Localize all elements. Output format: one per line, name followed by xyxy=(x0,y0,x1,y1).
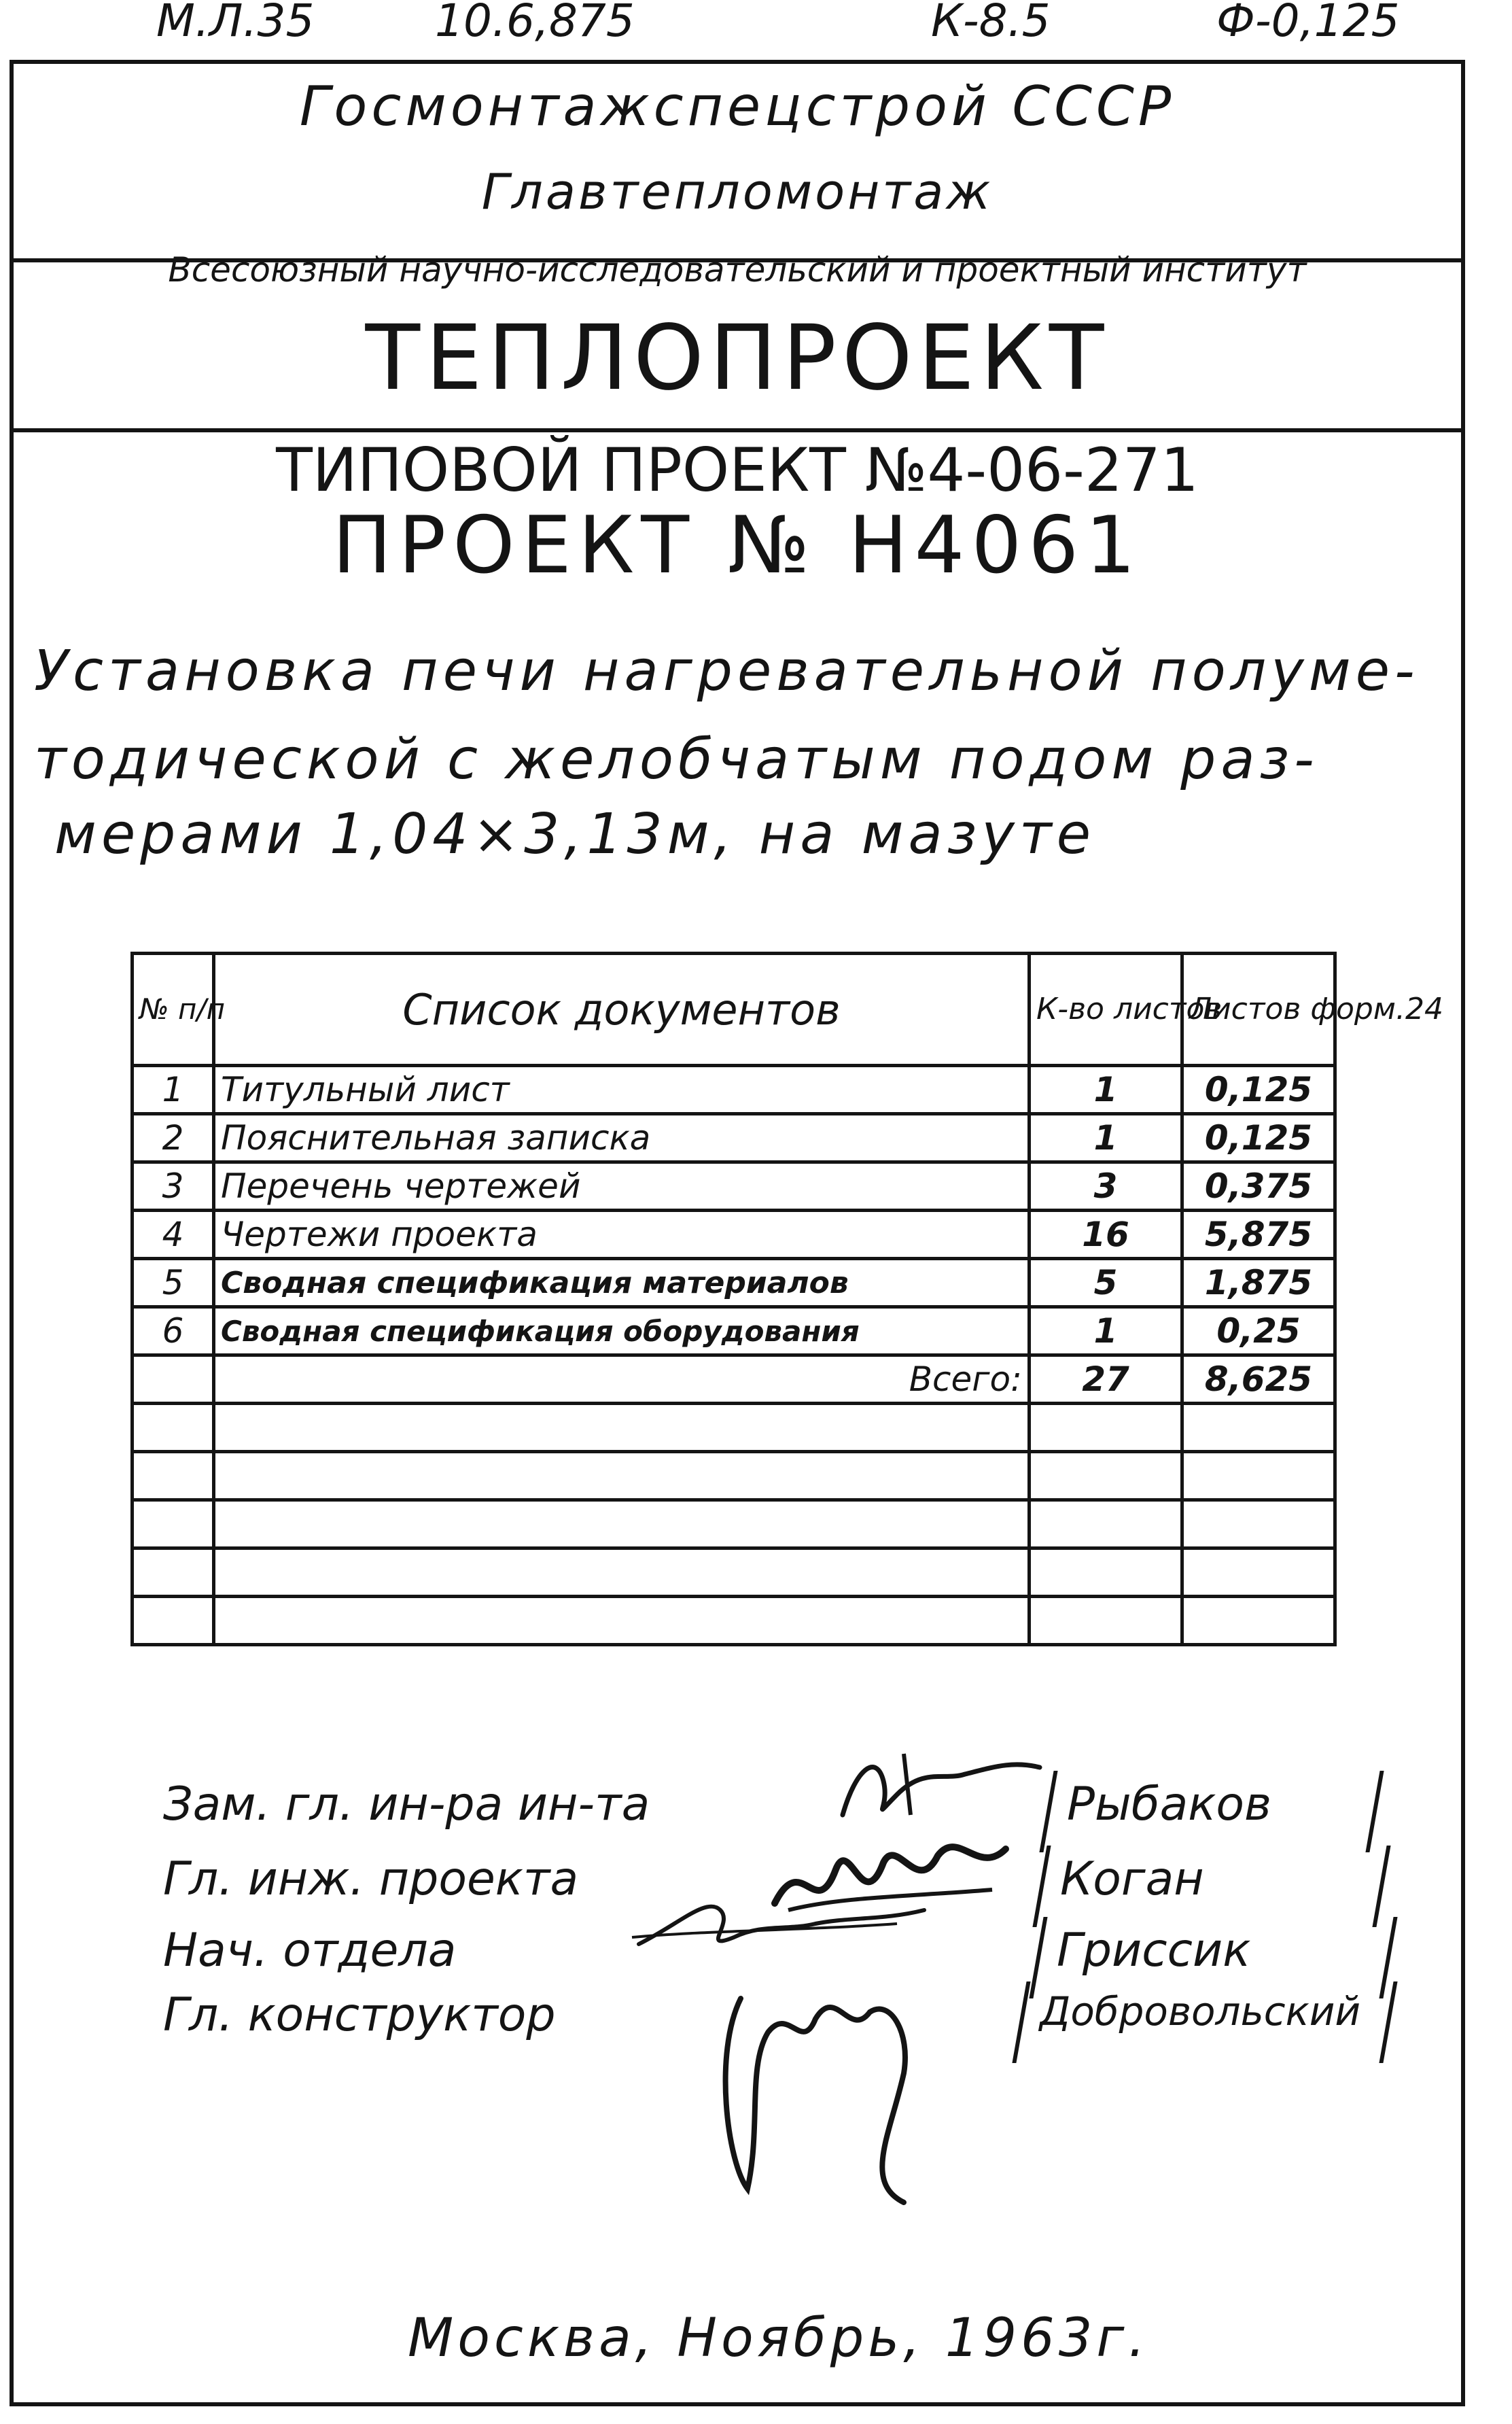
row-num: 6 xyxy=(133,1307,214,1355)
institute-title: Всесоюзный научно-исследовательский и проектный институт xyxy=(168,250,1307,290)
signature-divider xyxy=(1365,1771,1384,1852)
signature-divider xyxy=(1379,1981,1397,2063)
description-line-3: мерами 1,04×3,13м, на мазуте xyxy=(54,802,1096,867)
annotation-2: 10.6,875 xyxy=(435,0,635,47)
documents-table xyxy=(130,952,1443,1646)
table-row xyxy=(133,1114,1335,1162)
row-num: 1 xyxy=(133,1066,214,1114)
row-num: 5 xyxy=(133,1259,214,1307)
row-format: 5,875 xyxy=(1182,1211,1335,1259)
row-name: Титульный лист xyxy=(214,1066,1030,1114)
empty-row xyxy=(133,1452,1335,1500)
signature-name: Добровольский xyxy=(1040,1988,1361,2035)
row-name: Перечень чертежей xyxy=(214,1162,1030,1211)
row-name: Сводная спецификация оборудования xyxy=(214,1307,1030,1355)
row-name: Чертежи проекта xyxy=(214,1211,1030,1259)
row-format: 0,375 xyxy=(1182,1162,1335,1211)
empty-row xyxy=(133,1597,1335,1645)
department-title: Главтепломонтаж xyxy=(481,163,994,220)
header-format: Листов форм.24 xyxy=(1182,954,1335,1066)
table-row xyxy=(133,1259,1335,1307)
table-header-row xyxy=(133,954,1335,1066)
total-format: 8,625 xyxy=(1182,1355,1335,1404)
row-num: 2 xyxy=(133,1114,214,1162)
row-num: 4 xyxy=(133,1211,214,1259)
table-row xyxy=(133,1307,1335,1355)
description-line-2: тодической с желобчатым подом раз- xyxy=(34,727,1319,792)
signature-role: Гл. конструктор xyxy=(163,1988,556,2042)
row-count: 5 xyxy=(1030,1259,1182,1307)
project-number: ПРОЕКТ № Н4061 xyxy=(332,500,1142,591)
ministry-title: Госмонтажспецстрой СССР xyxy=(299,75,1176,138)
footer-place-date: Москва, Ноябрь, 1963г. xyxy=(408,2308,1150,2369)
row-count: 1 xyxy=(1030,1066,1182,1114)
total-label: Всего: xyxy=(214,1355,1030,1404)
table-row xyxy=(133,1211,1335,1259)
description-line-1: Установка печи нагревательной полуме- xyxy=(34,639,1420,704)
signature-divider xyxy=(1372,1846,1390,1927)
row-num: 3 xyxy=(133,1162,214,1211)
empty-row xyxy=(133,1548,1335,1597)
header-list: Список документов xyxy=(214,954,1030,1066)
signature-scribble-4 xyxy=(700,1958,985,2216)
signature-name: Коган xyxy=(1060,1852,1204,1906)
signature-name: Рыбаков xyxy=(1067,1778,1272,1831)
row-format: 0,25 xyxy=(1182,1307,1335,1355)
total-count: 27 xyxy=(1030,1355,1182,1404)
empty-row xyxy=(133,1500,1335,1548)
signature-name: Гриссик xyxy=(1057,1924,1251,1977)
signature-scribble-3 xyxy=(625,1883,979,1964)
org-name: ТЕПЛОПРОЕКТ xyxy=(365,306,1110,411)
typical-project-number: ТИПОВОЙ ПРОЕКТ №4-06-271 xyxy=(276,435,1199,505)
row-name: Пояснительная записка xyxy=(214,1114,1030,1162)
signature-role: Нач. отдела xyxy=(163,1924,457,1977)
table-row xyxy=(133,1066,1335,1114)
row-count: 3 xyxy=(1030,1162,1182,1211)
row-format: 0,125 xyxy=(1182,1066,1335,1114)
signature-divider xyxy=(1012,1981,1030,2063)
signature-role: Зам. гл. ин-ра ин-та xyxy=(163,1778,650,1831)
signature-scribble-1 xyxy=(829,1740,1047,1835)
row-format: 1,875 xyxy=(1182,1259,1335,1307)
row-count: 1 xyxy=(1030,1114,1182,1162)
signature-role: Гл. инж. проекта xyxy=(163,1852,579,1906)
table-row xyxy=(133,1162,1335,1211)
signature-divider xyxy=(1032,1846,1051,1927)
row-count: 1 xyxy=(1030,1307,1182,1355)
header-divider-2 xyxy=(10,428,1465,432)
row-format: 0,125 xyxy=(1182,1114,1335,1162)
signature-divider xyxy=(1029,1917,1047,1998)
annotation-1: М.Л.35 xyxy=(156,0,315,47)
row-name: Сводная спецификация материалов xyxy=(214,1259,1030,1307)
empty-row xyxy=(133,1404,1335,1452)
header-count: К-во листов xyxy=(1030,954,1182,1066)
header-num: № п/п xyxy=(133,954,214,1066)
annotation-4: Ф-0,125 xyxy=(1216,0,1400,47)
annotation-3: К-8.5 xyxy=(931,0,1051,47)
row-count: 16 xyxy=(1030,1211,1182,1259)
table-total-row xyxy=(133,1355,1335,1404)
total-empty-cell xyxy=(133,1355,214,1404)
